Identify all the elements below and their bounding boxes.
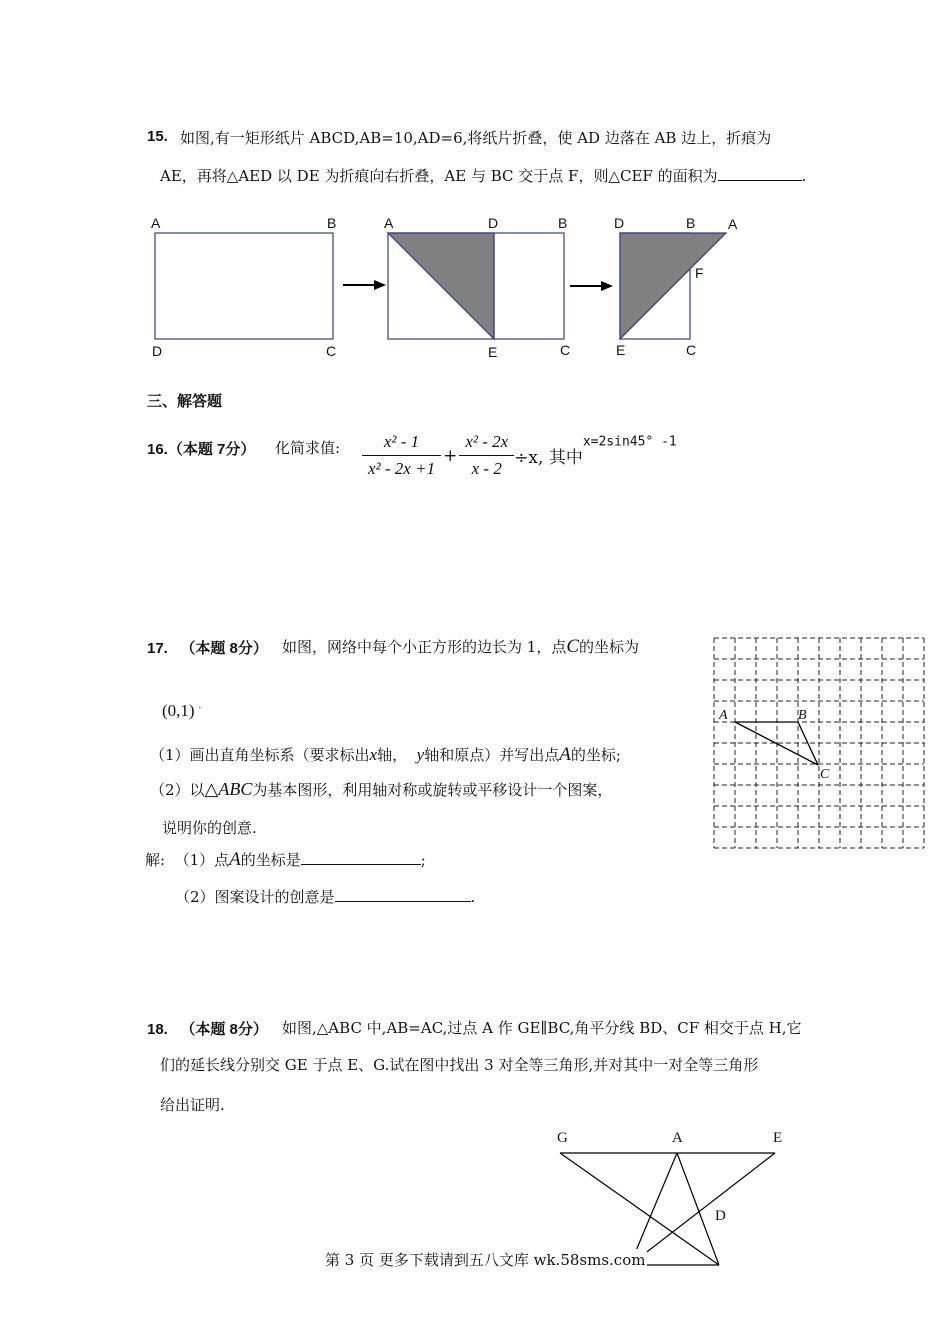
fraction-2-numerator: x² - 2x	[459, 432, 514, 456]
point-c: C	[566, 636, 580, 657]
plus-sign: +	[443, 445, 458, 466]
label-D: D	[488, 215, 499, 231]
arrow-2	[570, 281, 613, 291]
item1-c: 轴和原点）并写出点	[424, 746, 560, 764]
q18-header	[147, 1018, 268, 1039]
label-B: B	[686, 215, 696, 231]
q18-line3: 给出证明.	[160, 1096, 225, 1114]
label-E: E	[488, 344, 498, 360]
label-E: E	[773, 1130, 783, 1146]
solution-label: 解:	[145, 851, 166, 869]
coord-value: (0,1)	[162, 701, 195, 720]
sol2-end: .	[470, 888, 476, 906]
q17-line1-text: 如图，网络中每个小正方形的边长为 1，点	[282, 638, 567, 656]
item1-b: 轴，	[377, 746, 408, 764]
page-footer: 第 3 页 更多下载请到五八文库 wk.58sms.com	[325, 1251, 646, 1269]
sol1-b: 的坐标是	[240, 851, 301, 869]
q18-line2: 们的延长线分别交 GE 于点 E、G.试在图中找出 3 对全等三角形,并对其中一对全等三角形	[160, 1056, 759, 1074]
q17-number: 17.	[147, 640, 168, 657]
q17-header	[147, 637, 268, 658]
line-be	[630, 1153, 775, 1265]
q16-header	[147, 438, 255, 459]
item1-d: 的坐标;	[570, 746, 621, 764]
shaded-triangle	[620, 233, 726, 339]
section-title: 三、解答题	[147, 393, 223, 410]
fraction-2-denominator: x - 2	[471, 459, 502, 478]
label-D: D	[614, 215, 625, 231]
label-A: A	[384, 215, 394, 231]
label-C: C	[560, 342, 571, 358]
y-axis-var: y	[416, 745, 425, 764]
arrow-1	[343, 280, 386, 290]
q17-grid-figure	[710, 632, 930, 854]
q17-line1	[282, 636, 639, 658]
q16-prompt: 化简求值:	[275, 439, 341, 457]
q15-text-line2-content: AE，再将△AED 以 DE 为折痕向右折叠，AE 与 BC 交于点 F，则△CEF 的面积为	[160, 167, 718, 185]
q15-figure-2	[384, 215, 570, 360]
q15-figure-1	[151, 215, 336, 359]
q18-points: （本题 8分）	[180, 1021, 268, 1038]
coord-end: .	[198, 700, 202, 711]
q17-coord	[162, 700, 201, 721]
sol2-answer-blank[interactable]	[335, 887, 471, 902]
grid-label-B: B	[798, 708, 807, 723]
q17-item2-line2: 说明你的创意.	[162, 819, 257, 837]
label-D: D	[715, 1208, 726, 1224]
q15-figure-3	[614, 215, 738, 358]
q16-condition: x=2sin45° -1	[582, 434, 677, 450]
item2-b: 为基本图形，利用轴对称或旋转或平移设计一个图案，	[252, 781, 613, 799]
q18-line1: 如图,△ABC 中,AB=AC,过点 A 作 GE∥BC,角平分线 BD、CF 相交于点 H,它	[282, 1019, 802, 1037]
label-C: C	[326, 343, 337, 359]
label-G: G	[557, 1130, 568, 1146]
label-C: C	[686, 342, 697, 358]
q17-solution-1	[145, 849, 426, 871]
rectangle-abcd	[155, 233, 333, 339]
q16-points: （本题 7分）	[167, 441, 256, 458]
q17-item2	[150, 779, 612, 800]
sol1-answer-blank[interactable]	[301, 850, 421, 865]
q16-tail: ÷x, 其中	[514, 448, 583, 468]
label-A: A	[151, 215, 161, 231]
label-B: B	[558, 215, 568, 231]
q16-fraction-2	[459, 432, 514, 479]
sol1-end: ;	[420, 851, 426, 869]
item2-a: （2）以	[150, 781, 205, 799]
q16-number: 16.	[147, 441, 168, 458]
sol1-a: （1）点	[174, 851, 230, 869]
q17-item1	[150, 744, 621, 766]
line-ac	[677, 1153, 719, 1265]
triangle-abc: △ABC	[204, 779, 253, 799]
q16-fraction-1	[362, 432, 441, 479]
x-axis-var: x	[369, 745, 378, 764]
point-a: A	[559, 744, 571, 765]
sol1-point-a: A	[229, 849, 241, 870]
q18-number: 18.	[147, 1021, 168, 1038]
q17-points: （本题 8分）	[180, 640, 268, 657]
label-B: B	[327, 215, 337, 231]
fraction-1-numerator: x² - 1	[362, 432, 441, 456]
fraction-1-denominator: x² - 2x +1	[368, 459, 436, 478]
label-D: D	[152, 343, 163, 359]
grid-label-C: C	[820, 767, 830, 782]
q17-solution-2	[175, 886, 475, 907]
q17-line1-end: 的坐标为	[579, 638, 640, 656]
label-A: A	[728, 216, 738, 232]
item1-a: （1）画出直角坐标系（要求标出	[150, 746, 370, 764]
shaded-triangle-ade	[388, 233, 494, 339]
dashed-grid	[714, 638, 924, 848]
label-A: A	[672, 1130, 683, 1146]
label-F: F	[695, 265, 704, 281]
q15-text-line1: 如图,有一矩形纸片 ABCD,AB=10,AD=6,将纸片折叠，使 AD 边落在 AB 边上，折痕为	[180, 129, 772, 147]
label-E: E	[616, 342, 626, 358]
q15-number: 15.	[147, 128, 168, 145]
q15-period: .	[801, 167, 807, 185]
q16-expression	[362, 432, 677, 479]
sol2-a: （2）图案设计的创意是	[175, 888, 335, 906]
grid-label-A: A	[719, 708, 728, 723]
